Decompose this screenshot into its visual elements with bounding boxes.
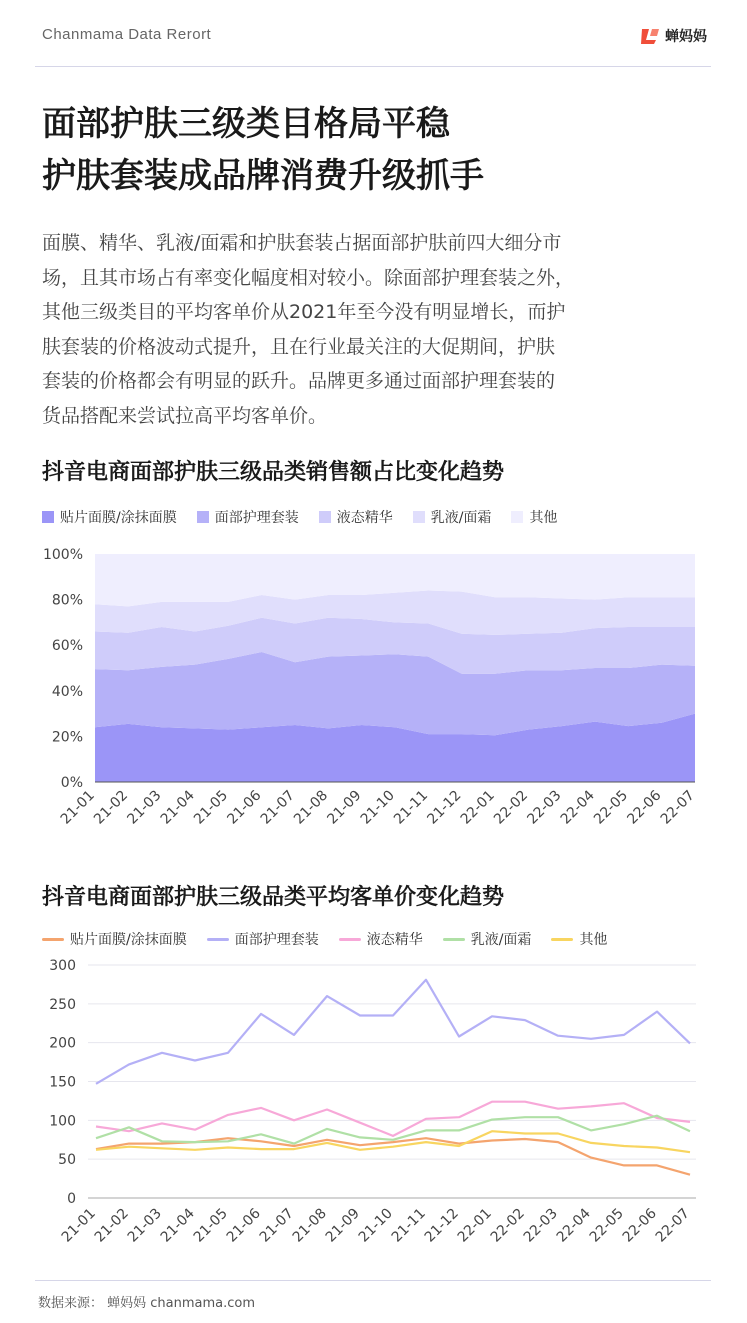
x-tick-label: 21-11	[388, 1205, 429, 1246]
legend-line	[443, 938, 465, 941]
paragraph-line: 面膜、精华、乳液/面霜和护肤套装占据面部护肤前四大细分市	[42, 232, 562, 254]
x-tick-label: 21-05	[190, 1205, 231, 1246]
x-tick-label: 22-02	[487, 1205, 528, 1246]
area-chart-legend	[42, 507, 577, 527]
area-chart	[0, 530, 747, 860]
line-legend-item	[207, 929, 319, 949]
y-tick-label: 200	[49, 1035, 76, 1052]
legend-line	[42, 938, 64, 941]
paragraph-line: 套装的价格都会有明显的跃升。品牌更多通过面部护理套装的	[42, 370, 556, 392]
y-tick-label: 250	[49, 996, 76, 1013]
paragraph-line: 其他三级类目的平均客单价从2021年至今没有明显增长，而护	[42, 301, 566, 323]
x-tick-label: 21-01	[58, 1205, 99, 1246]
data-source: 数据来源： 蝉妈妈 chanmama.com	[38, 1296, 256, 1311]
legend-label: 面部护理套装	[214, 510, 299, 526]
line-chart-title: 抖音电商面部护肤三级品类平均客单价变化趋势	[42, 885, 505, 910]
x-tick-label: 22-07	[657, 787, 698, 828]
legend-line	[551, 938, 573, 941]
x-tick-label: 21-12	[424, 787, 465, 828]
legend-label: 乳液/面霜	[430, 510, 492, 526]
x-tick-label: 21-09	[322, 1205, 363, 1246]
legend-swatch	[197, 511, 209, 523]
y-tick-label: 0	[67, 1191, 76, 1207]
y-tick-label: 40%	[51, 683, 83, 700]
x-tick-label: 22-03	[524, 787, 565, 828]
x-tick-label: 21-07	[256, 1205, 297, 1246]
legend-line	[339, 938, 361, 941]
legend-label: 其他	[579, 932, 608, 948]
y-tick-label: 20%	[51, 729, 83, 746]
x-tick-label: 21-05	[191, 787, 232, 828]
x-tick-label: 21-01	[57, 787, 98, 828]
legend-label: 乳液/面霜	[470, 932, 532, 948]
x-tick-label: 22-05	[591, 787, 632, 828]
page-title	[42, 98, 484, 202]
y-tick-label: 300	[49, 958, 76, 974]
x-tick-label: 22-01	[454, 1205, 495, 1246]
x-tick-label: 21-04	[157, 1205, 198, 1246]
area-legend-item	[42, 507, 177, 527]
chanmama-logo-icon	[640, 27, 660, 45]
paragraph-line: 场，且其市场占有率变化幅度相对较小。除面部护理套装之外，	[42, 266, 575, 289]
footer-divider	[35, 1280, 711, 1281]
x-tick-label: 21-03	[124, 1205, 165, 1246]
x-tick-label: 22-01	[457, 787, 498, 828]
x-tick-label: 21-09	[324, 787, 365, 828]
x-tick-label: 22-06	[619, 1205, 660, 1246]
x-tick-label: 21-07	[257, 787, 298, 828]
legend-swatch	[511, 511, 523, 523]
area-legend-item	[413, 507, 492, 527]
line-series	[96, 980, 690, 1084]
y-tick-label: 60%	[51, 638, 83, 655]
paragraph-line: 货品搭配来尝试拉高平均客单价。	[42, 404, 328, 427]
legend-swatch	[413, 511, 425, 523]
report-name: Chanmama Data Rerort	[42, 26, 212, 43]
x-tick-label: 22-07	[652, 1205, 693, 1246]
page-title-line-2: 护肤套装成品牌消费升级抓手	[42, 156, 484, 196]
page-title-line-1: 面部护肤三级类目格局平稳	[42, 104, 450, 144]
x-tick-label: 21-10	[355, 1205, 396, 1246]
brand-name: 蝉妈妈	[665, 29, 707, 45]
line-series	[96, 1102, 690, 1136]
y-tick-label: 50	[58, 1152, 76, 1169]
y-tick-label: 0%	[60, 775, 83, 791]
x-tick-label: 21-04	[157, 787, 198, 828]
paragraph-line: 肤套装的价格波动式提升，且在行业最关注的大促期间，护肤	[42, 335, 556, 358]
report-header	[0, 0, 747, 70]
x-tick-label: 21-10	[357, 787, 398, 828]
header-divider	[35, 66, 711, 67]
x-tick-label: 21-02	[91, 787, 132, 828]
line-legend-item	[443, 929, 532, 949]
x-tick-label: 21-06	[223, 1205, 264, 1246]
y-tick-label: 150	[49, 1074, 76, 1091]
x-tick-label: 22-05	[586, 1205, 627, 1246]
area-chart-title: 抖音电商面部护肤三级品类销售额占比变化趋势	[42, 460, 505, 485]
y-tick-label: 100%	[42, 547, 83, 563]
x-tick-label: 22-06	[624, 787, 665, 828]
y-tick-label: 80%	[51, 592, 83, 609]
x-tick-label: 21-02	[91, 1205, 132, 1246]
summary-paragraph	[42, 226, 702, 433]
x-tick-label: 21-11	[391, 787, 432, 828]
area-legend-item	[197, 507, 299, 527]
line-chart-legend	[42, 929, 627, 949]
legend-swatch	[319, 511, 331, 523]
legend-label: 其他	[529, 510, 558, 526]
legend-label: 面部护理套装	[234, 932, 319, 948]
y-tick-label: 100	[49, 1113, 76, 1130]
x-tick-label: 21-06	[224, 787, 265, 828]
line-legend-item	[42, 929, 187, 949]
line-legend-item	[339, 929, 423, 949]
area-legend-item	[511, 507, 557, 527]
brand-logo	[640, 26, 707, 46]
legend-label: 液态精华	[336, 510, 393, 526]
line-chart	[0, 950, 747, 1275]
legend-label: 贴片面膜/涂抹面膜	[60, 510, 177, 526]
x-tick-label: 22-04	[557, 787, 598, 828]
legend-line	[207, 938, 229, 941]
x-tick-label: 21-03	[124, 787, 165, 828]
legend-label: 液态精华	[366, 932, 423, 948]
legend-swatch	[42, 511, 54, 523]
line-legend-item	[551, 929, 607, 949]
legend-label: 贴片面膜/涂抹面膜	[70, 932, 187, 948]
x-tick-label: 21-08	[291, 787, 332, 828]
x-tick-label: 22-03	[520, 1205, 561, 1246]
x-tick-label: 22-04	[553, 1205, 594, 1246]
x-tick-label: 21-12	[421, 1205, 462, 1246]
area-legend-item	[319, 507, 393, 527]
x-tick-label: 21-08	[289, 1205, 330, 1246]
x-tick-label: 22-02	[491, 787, 532, 828]
